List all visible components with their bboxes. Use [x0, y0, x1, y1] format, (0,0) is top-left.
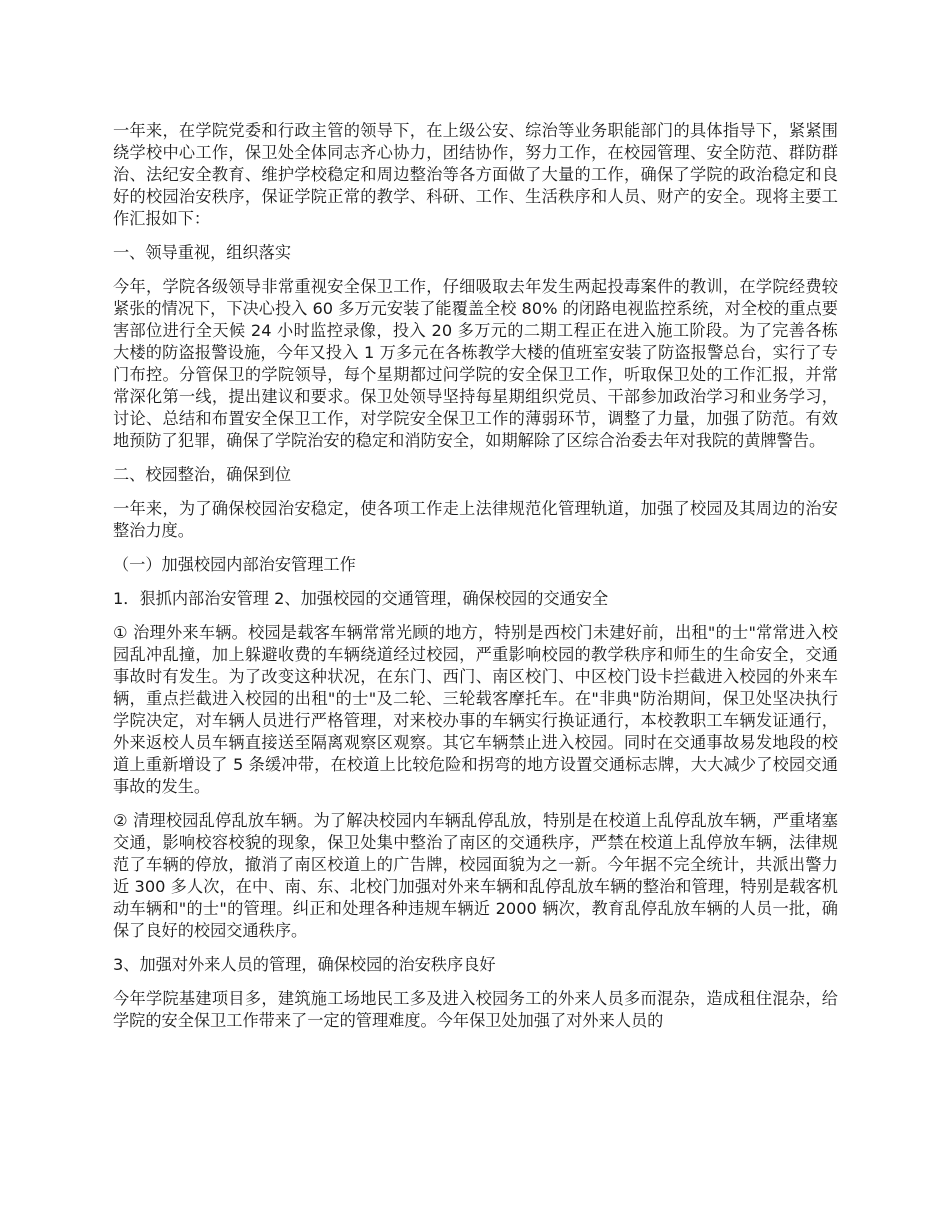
leadership-paragraph: 今年，学院各级领导非常重视安全保卫工作，仔细吸取去年发生两起投毒案件的教训，在学院经费较紧张的情况下，下决心投入 60 多万元安装了能覆盖全校 80% 的闭路电视监控系统，对全校的重点要害部位进行全天候 24 小时监控录像，投入 20 多万元的二期工程正在进入施工阶段。为了完善各栋大楼的防盗报警设施，今年又投入 1 万多元在各栋教学大楼的值班室安装了防盗报警总台，实行了专门布控。分管保卫的学院领导，每个星期都过问学院的安全保卫工作，听取保卫处的工作汇报，并常常深化第一线，提出建议和要求。保卫处领导坚持每星期组织党员、干部参加政治学习和业务学习，讨论、总结和布置安全保卫工作，对学院安全保卫工作的薄弱环节，调整了力量，加强了防范。有效地预防了犯罪，确保了学院治安的稳定和消防安全，如期解除了区综合治委去年对我院的黄牌警告。	[113, 277, 838, 450]
section-heading-leadership: 一、领导重视，组织落实	[113, 243, 292, 262]
item-heading-outsiders: 3、加强对外来人员的管理，确保校园的治安秩序良好	[113, 955, 496, 974]
document-body	[113, 120, 838, 1044]
parking-paragraph: ② 清理校园乱停乱放车辆。为了解决校园内车辆乱停乱放，特别是在校道上乱停乱放车辆，严重堵塞交通，影响校容校貌的现象，保卫处集中整治了南区的交通秩序，严禁在校道上乱停放车辆，法律规范了车辆的停放，撤消了南区校道上的广告牌，校园面貌为之一新。今年据不完全统计，共派出警力近 300 多人次，在中、南、东、北校门加强对外来车辆和乱停乱放车辆的整治和管理，特别是载客机动车辆和"的士"的管理。纠正和处理各种违规车辆近 2000 辆次，教育乱停乱放车辆的人员一批，确保了良好的校园交通秩序。	[113, 811, 838, 940]
campus-rectification-paragraph: 一年来，为了确保校园治安稳定，使各项工作走上法律规范化管理轨道，加强了校园及其周边的治安整治力度。	[113, 499, 838, 540]
item-heading-traffic: 1．狠抓内部治安管理 2、加强校园的交通管理，确保校园的交通安全	[113, 589, 609, 608]
outside-vehicles-paragraph: ① 治理外来车辆。校园是载客车辆常常光顾的地方，特别是西校门未建好前，出租"的士"常常进入校园乱冲乱撞，加上躲避收费的车辆绕道经过校园，严重影响校园的教学秩序和师生的生命安全，交通事故时有发生。为了改变这种状况，在东门、西门、南区校门、中区校门设卡拦截进入校园的外来车辆，重点拦截进入校园的出租"的士"及二轮、三轮载客摩托车。在"非典"防治期间，保卫处坚决执行学院决定，对车辆人员进行严格管理，对来校办事的车辆实行换证通行，本校教职工车辆发证通行，外来返校人员车辆直接送至隔离观察区观察。其它车辆禁止进入校园。同时在交通事故易发地段的校道上重新增设了 5 条缓冲带，在校道上比较危险和拐弯的地方设置交通标志牌，大大减少了校园交通事故的发生。	[113, 623, 838, 796]
intro-paragraph: 一年来，在学院党委和行政主管的领导下，在上级公安、综治等业务职能部门的具体指导下，紧紧围绕学校中心工作，保卫处全体同志齐心协力，团结协作，努力工作，在校园管理、安全防范、群防群治、法纪安全教育、维护学校稳定和周边整治等各方面做了大量的工作，确保了学院的政治稳定和良好的校园治安秩序，保证学院正常的教学、科研、工作、生活秩序和人员、财产的安全。现将主要工作汇报如下：	[113, 121, 838, 228]
outsiders-paragraph: 今年学院基建项目多，建筑施工场地民工多及进入校园务工的外来人员多而混杂，造成租住混杂，给学院的安全保卫工作带来了一定的管理难度。今年保卫处加强了对外来人员的	[113, 989, 838, 1030]
subsection-heading-internal-security: （一）加强校园内部治安管理工作	[113, 555, 356, 574]
section-heading-campus-rectification: 二、校园整治，确保到位	[113, 465, 292, 484]
